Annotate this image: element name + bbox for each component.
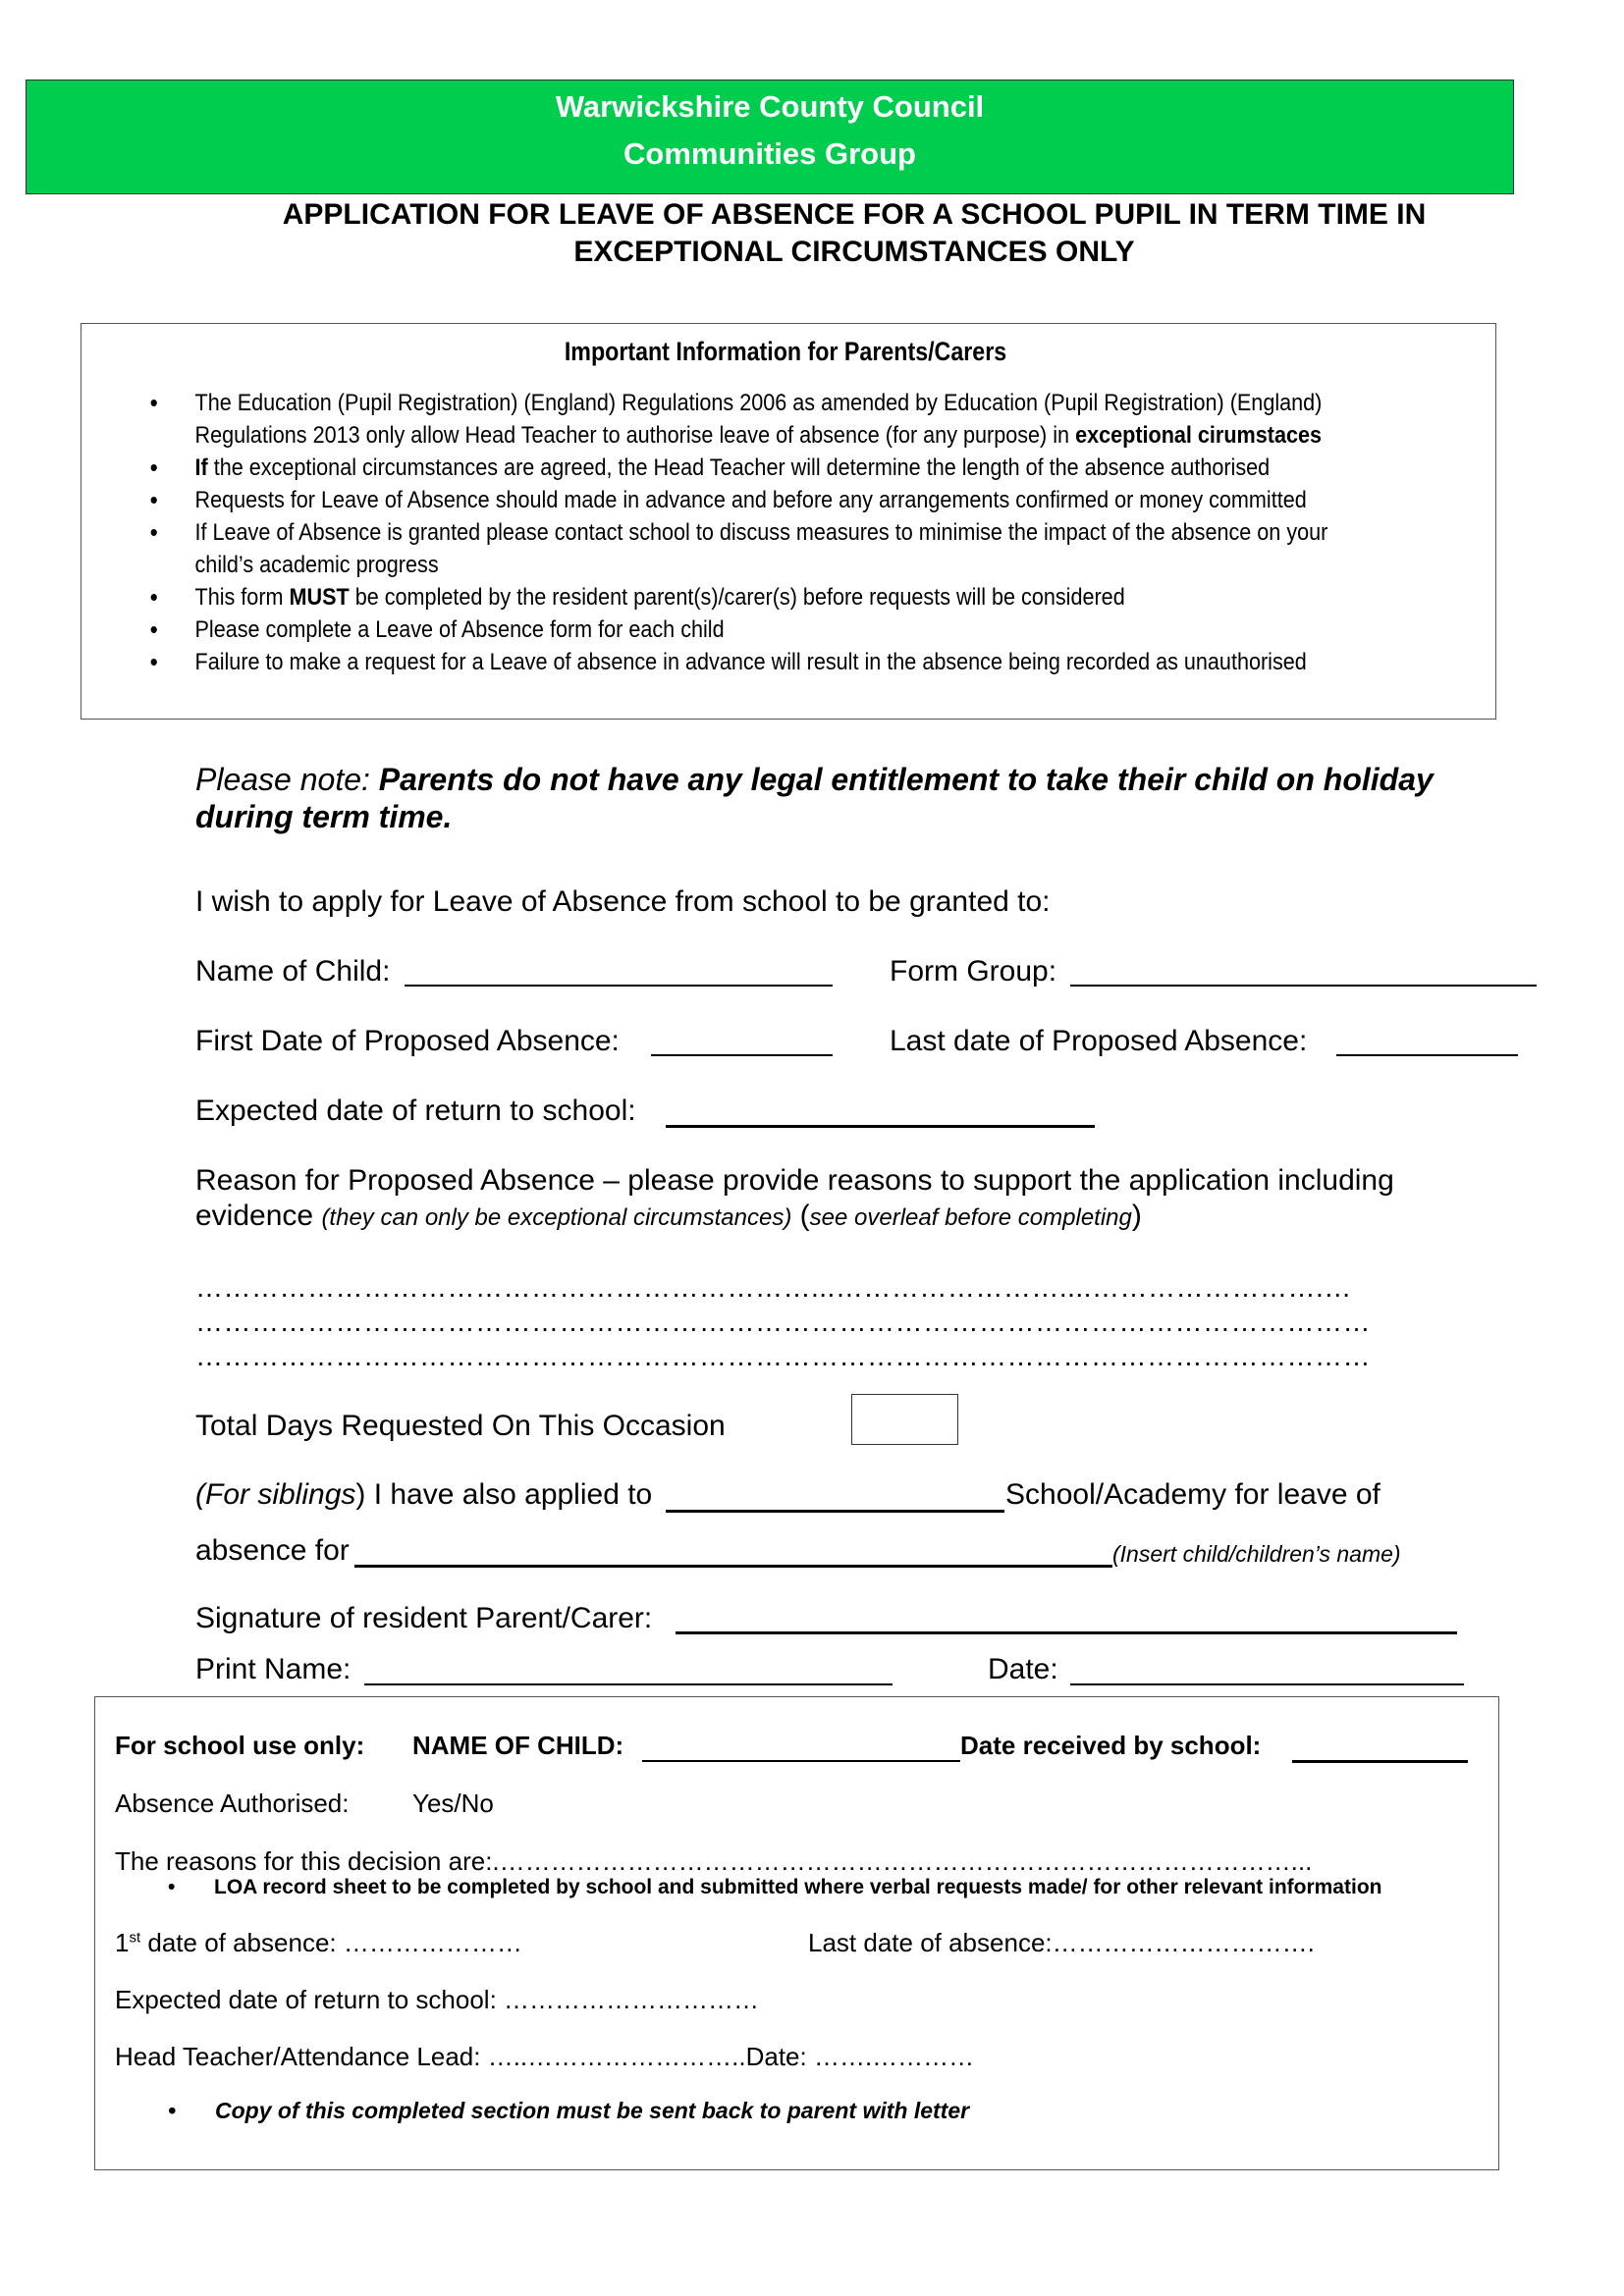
absence-authorised-label: Absence Authorised: xyxy=(115,1789,350,1818)
reason-evidence xyxy=(195,1200,1142,1233)
school-return-date[interactable]: Expected date of return to school: ………………………… xyxy=(115,1985,760,2014)
info-text: Requests for Leave of Absence should made in advance and before any arrangements confirmed or money committed xyxy=(194,487,1307,513)
first-date-field[interactable] xyxy=(651,1054,833,1056)
last-date-of-absence[interactable]: Last date of absence:…………………………. xyxy=(808,1928,1315,1957)
form-intro: I wish to apply for Leave of Absence from school to be granted to: xyxy=(195,885,1051,918)
list-item xyxy=(137,484,1521,516)
title-line-2: EXCEPTIONAL CIRCUMSTANCES ONLY xyxy=(573,236,1135,268)
form-group-field[interactable] xyxy=(1070,985,1537,987)
date-received-field[interactable] xyxy=(1292,1760,1468,1763)
note-bold: during term time. xyxy=(195,799,453,834)
reason-label: Reason for Proposed Absence – please provide reasons to support the application including xyxy=(195,1164,1394,1197)
print-name-label: Print Name: xyxy=(195,1653,352,1685)
reason-text: evidence xyxy=(195,1200,322,1232)
first-date-text: date of absence: ………………… xyxy=(140,1928,522,1957)
first-date-num: 1 xyxy=(115,1928,130,1957)
total-days-label: Total Days Requested On This Occasion xyxy=(195,1410,726,1442)
return-date-label: Expected date of return to school: xyxy=(195,1095,636,1127)
reason-italic: (they can only be exceptional circumstances) xyxy=(321,1204,792,1231)
info-text: This form xyxy=(194,584,290,611)
group-name: Communities Group xyxy=(623,136,916,171)
form-group-label: Form Group: xyxy=(890,955,1057,988)
school-name-of-child-field[interactable] xyxy=(642,1760,960,1762)
info-text: Failure to make a request for a Leave of absence in advance will result in the absence being recorded as unauthorised xyxy=(194,649,1307,675)
info-text: be completed by the resident parent(s)/carer(s) before requests will be considered xyxy=(349,584,1125,611)
signature-field[interactable] xyxy=(676,1631,1457,1634)
school-name-of-child-label: NAME OF CHILD: xyxy=(412,1731,624,1760)
note-bold: Parents do not have any legal entitlement to take their child on holiday xyxy=(378,762,1434,797)
date-label: Date: xyxy=(988,1653,1058,1685)
council-header xyxy=(26,80,1514,194)
bullet-icon: • xyxy=(168,2098,177,2123)
loa-record-text: LOA record sheet to be completed by school and submitted where verbal requests made/ for other relevant information xyxy=(214,1876,1382,1898)
list-item xyxy=(137,452,1521,484)
print-name-field[interactable] xyxy=(364,1683,893,1685)
title-line-1: APPLICATION FOR LEAVE OF ABSENCE FOR A SCHOOL PUPIL IN TERM TIME IN xyxy=(282,198,1427,231)
copy-section-text: Copy of this completed section must be sent back to parent with letter xyxy=(215,2098,970,2123)
list-item xyxy=(137,387,1521,452)
reason-text: ) xyxy=(1131,1200,1142,1232)
last-date-field[interactable] xyxy=(1336,1054,1518,1056)
first-date-sup: st xyxy=(129,1929,141,1947)
loa-record-bullet xyxy=(168,1876,1381,1899)
first-date-label: First Date of Proposed Absence: xyxy=(195,1025,620,1057)
copy-section-bullet xyxy=(168,2098,969,2124)
reason-dotted-line-3[interactable]: ……………………………………………………………………………………………………………… xyxy=(195,1341,1371,1371)
bullet-icon: • xyxy=(168,1876,176,1898)
info-text: the exceptional circumstances are agreed, the Head Teacher will determine the length of the absence authorised xyxy=(207,454,1271,481)
first-date-of-absence[interactable] xyxy=(115,1928,522,1958)
decision-reasons[interactable]: The reasons for this decision are:.…………………………………………………………………………………... xyxy=(115,1846,1313,1876)
reason-dotted-line-2[interactable]: ……………………………………………………………………………………………………………… xyxy=(195,1307,1371,1337)
siblings-school-text: School/Academy for leave of xyxy=(1005,1478,1380,1511)
name-of-child-field[interactable] xyxy=(405,985,833,987)
council-name: Warwickshire County Council xyxy=(555,89,985,124)
info-bold: exceptional cirumstaces xyxy=(1075,422,1322,449)
school-use-label: For school use only: xyxy=(115,1731,365,1760)
list-item xyxy=(137,646,1521,678)
info-list xyxy=(137,387,1542,678)
insert-child-hint: (Insert child/children’s name) xyxy=(1112,1541,1401,1567)
return-date-field[interactable] xyxy=(666,1125,1095,1128)
info-text: The Education (Pupil Registration) (England) Regulations 2006 as amended by Education (Pupil Registration) (England) xyxy=(194,390,1323,416)
siblings-text: ) I have also applied to xyxy=(355,1478,653,1511)
note-prefix: Please note: xyxy=(195,762,379,797)
reason-text: ( xyxy=(791,1200,810,1232)
reason-italic: see overleaf before completing xyxy=(809,1204,1132,1231)
legal-note xyxy=(195,761,1434,835)
absence-authorised-value[interactable]: Yes/No xyxy=(412,1789,494,1818)
list-item xyxy=(137,614,1521,646)
head-teacher-signoff[interactable]: Head Teacher/Attendance Lead: …..……………………..Date: …….………… xyxy=(115,2042,975,2071)
siblings-italic: (For siblings xyxy=(195,1478,356,1511)
list-item xyxy=(137,581,1521,614)
info-text: Please complete a Leave of Absence form for each child xyxy=(194,616,725,643)
list-item xyxy=(137,516,1521,581)
last-date-label: Last date of Proposed Absence: xyxy=(890,1025,1308,1057)
date-field[interactable] xyxy=(1070,1683,1464,1685)
info-bold: If xyxy=(194,454,208,481)
info-text: child’s academic progress xyxy=(194,552,439,578)
absence-for-label: absence for xyxy=(195,1534,350,1567)
date-received-label: Date received by school: xyxy=(960,1731,1262,1760)
siblings-line xyxy=(195,1478,652,1512)
total-days-field[interactable] xyxy=(851,1394,958,1445)
reason-dotted-line-1[interactable]: …………………………………………………………...……………………....…………………….… xyxy=(195,1272,1352,1303)
info-bold: MUST xyxy=(289,584,350,611)
page-title xyxy=(201,196,1507,271)
info-text: If Leave of Absence is granted please contact school to discuss measures to minimise the impact of the absence on your xyxy=(194,519,1328,546)
signature-label: Signature of resident Parent/Carer: xyxy=(195,1602,653,1634)
info-text: Regulations 2013 only allow Head Teacher to authorise leave of absence (for any purpose) in xyxy=(194,422,1076,449)
info-heading: Important Information for Parents/Carers xyxy=(564,337,1007,366)
absence-for-field[interactable] xyxy=(354,1565,1112,1568)
name-of-child-label: Name of Child: xyxy=(195,955,391,988)
sibling-school-field[interactable] xyxy=(666,1510,1004,1513)
